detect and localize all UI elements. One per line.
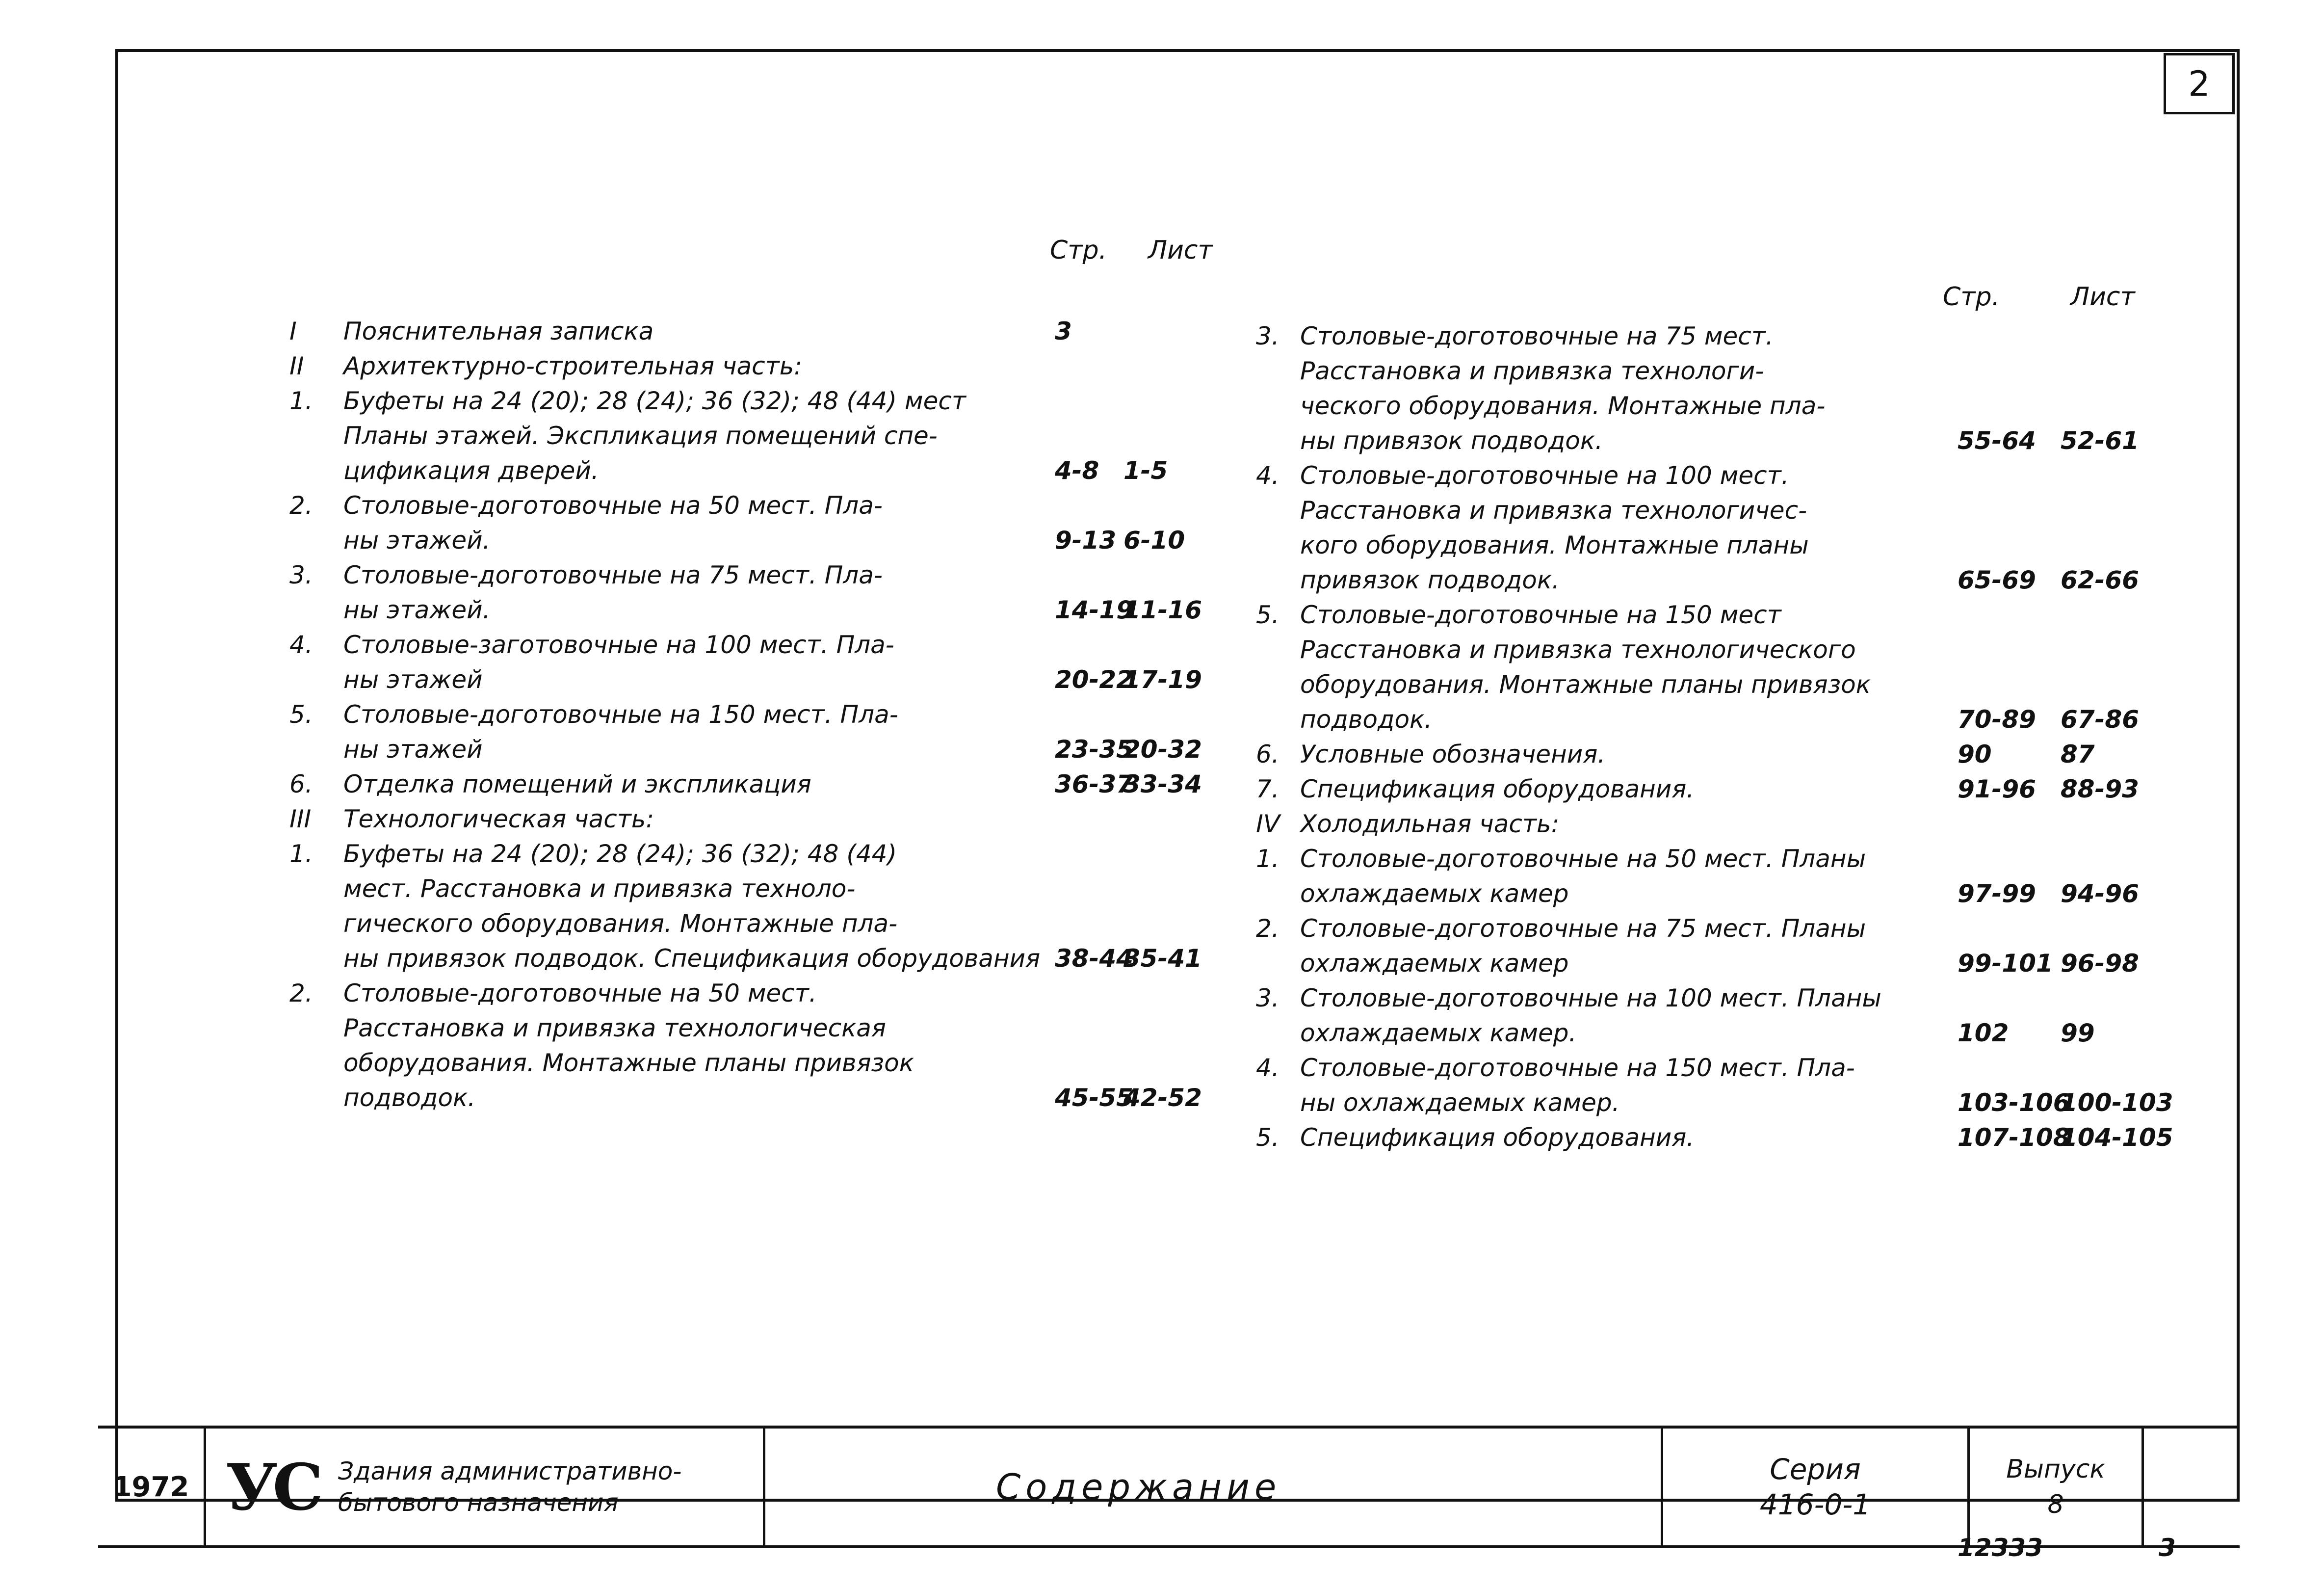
entry-text: Столовые-доготовочные на 75 мест. Планы: [1300, 914, 1866, 943]
left-contents-entry: [289, 872, 1222, 906]
entry-text: подводок.: [343, 1084, 476, 1112]
entry-text: Буфеты на 24 (20); 28 (24); 36 (32); 48 (44) мест: [343, 387, 966, 415]
left-contents-entry: [289, 1081, 1222, 1115]
entry-text: оборудования. Монтажные планы привязок: [343, 1049, 914, 1077]
entry-text: ны привязок подводок.: [1300, 426, 1603, 455]
entry-number: 4.: [1256, 1054, 1280, 1082]
entry-number: 3.: [1256, 984, 1280, 1012]
entry-sheets: 17-19: [1123, 665, 1202, 694]
entry-text: ны привязок подводок. Спецификация оборудования: [343, 944, 1041, 973]
entry-text: Расстановка и привязка технологического: [1300, 635, 1856, 664]
entry-sheets: 100-103: [2061, 1088, 2173, 1117]
right-contents-entry: [1256, 1016, 2188, 1051]
left-contents-entry: [289, 697, 1222, 732]
entry-pages: 38-44: [1055, 944, 1133, 973]
entry-sheets: 42-52: [1123, 1084, 1202, 1112]
right-contents-entry: [1256, 946, 2188, 981]
right-sheets-header: Лист: [2070, 282, 2135, 312]
entry-text: Расстановка и привязка технологичес-: [1300, 496, 1807, 525]
right-contents-entry: [1256, 354, 2188, 389]
entry-pages: 23-35: [1055, 735, 1133, 764]
entry-text: ны этажей: [343, 735, 483, 764]
left-contents-entry: [289, 593, 1222, 628]
entry-pages: 45-55: [1055, 1084, 1133, 1112]
left-contents-entry: [289, 802, 1222, 837]
entry-sheets: 96-98: [2061, 949, 2139, 978]
entry-text: Расстановка и привязка технологическая: [343, 1014, 886, 1042]
left-contents-entry: [289, 488, 1222, 523]
entry-sheets: 1-5: [1123, 456, 1168, 485]
entry-text: Столовые-доготовочные на 50 мест.: [343, 979, 817, 1007]
left-contents-entry: [289, 628, 1222, 662]
entry-text: привязок подводок.: [1300, 566, 1560, 594]
entry-sheets: 52-61: [2061, 426, 2139, 455]
blank-cell: [2141, 1429, 2240, 1545]
left-contents-entry: [289, 558, 1222, 593]
entry-text: ны охлаждаемых камер.: [1300, 1088, 1620, 1117]
entry-text: оборудования. Монтажные планы привязок: [1300, 670, 1871, 699]
entry-text: Столовые-доготовочные на 150 мест. Пла-: [343, 700, 898, 729]
entry-sheets: 87: [2061, 740, 2095, 768]
right-contents-entry: [1256, 633, 2188, 667]
entry-text: ны этажей.: [343, 596, 491, 624]
right-contents-entry: [1256, 876, 2188, 911]
building-type: [338, 1456, 681, 1518]
entry-text: Спецификация оборудования.: [1300, 775, 1695, 803]
entry-text: Буфеты на 24 (20); 28 (24); 36 (32); 48 (44): [343, 840, 897, 868]
entry-text: Столовые-доготовочные на 100 мест.: [1300, 461, 1789, 490]
left-contents-entry: [289, 453, 1222, 488]
building-type-line-2: бытового назначения: [338, 1488, 619, 1517]
entry-text: Технологическая часть:: [343, 805, 654, 833]
right-contents-entry: [1256, 389, 2188, 423]
right-contents-entry: [1256, 772, 2188, 807]
entry-pages: 14-19: [1055, 596, 1133, 624]
entry-sheets: 99: [2061, 1019, 2095, 1047]
series-value: 416-0-1: [1759, 1488, 1871, 1521]
entry-text: Столовые-доготовочные на 75 мест.: [1300, 322, 1774, 350]
entry-sheets: 33-34: [1123, 770, 1202, 798]
entry-pages: 103-106: [1958, 1088, 2070, 1117]
series-label: Серия: [1770, 1453, 1861, 1486]
left-contents-entry: [289, 419, 1222, 453]
entry-number: 4.: [1256, 461, 1280, 490]
entry-pages: 4-8: [1055, 456, 1099, 485]
entry-number: I: [289, 317, 297, 345]
entry-pages: 36-37: [1055, 770, 1133, 798]
entry-text: ческого оборудования. Монтажные пла-: [1300, 392, 1826, 420]
entry-number: 5.: [1256, 1123, 1280, 1152]
left-contents-entry: [289, 314, 1222, 349]
entry-sheets: 20-32: [1123, 735, 1202, 764]
entry-text: гического оборудования. Монтажные пла-: [343, 909, 898, 938]
entry-number: IV: [1256, 810, 1280, 838]
entry-pages: 107-108: [1958, 1123, 2070, 1152]
building-type-line-1: Здания административно-: [338, 1457, 682, 1485]
year: 1972: [112, 1471, 189, 1503]
issue-cell: [1967, 1429, 2141, 1545]
entry-sheets: 62-66: [2061, 566, 2139, 594]
entry-sheets: 6-10: [1123, 526, 1185, 555]
entry-number: 6.: [1256, 740, 1280, 768]
left-contents-entry: [289, 941, 1222, 976]
entry-text: Расстановка и привязка технологи-: [1300, 357, 1764, 385]
entry-text: охлаждаемых камер: [1300, 879, 1569, 908]
entry-text: охлаждаемых камер: [1300, 949, 1569, 978]
entry-sheets: 104-105: [2061, 1123, 2173, 1152]
entry-text: Столовые-доготовочные на 150 мест: [1300, 601, 1781, 629]
right-contents-column: [1256, 319, 2188, 1155]
entry-pages: 65-69: [1958, 566, 2036, 594]
left-sheets-header: Лист: [1148, 236, 1213, 265]
sheet-number: 2: [2164, 53, 2235, 114]
left-contents-entry: [289, 837, 1222, 872]
left-contents-entry: [289, 906, 1222, 941]
entry-text: Столовые-доготовочные на 50 мест. Пла-: [343, 491, 883, 520]
entry-number: 2.: [289, 491, 313, 520]
entry-number: 3.: [1256, 322, 1280, 350]
right-contents-entry: [1256, 319, 2188, 354]
entry-pages: 99-101: [1958, 949, 2053, 978]
left-contents-entry: [289, 523, 1222, 558]
entry-text: Условные обозначения.: [1300, 740, 1606, 768]
entry-text: Спецификация оборудования.: [1300, 1123, 1695, 1152]
entry-number: 5.: [289, 700, 313, 729]
right-contents-entry: [1256, 563, 2188, 598]
right-contents-entry: [1256, 702, 2188, 737]
entry-number: 2.: [289, 979, 313, 1007]
issue-value: 8: [2047, 1490, 2064, 1519]
entry-text: ны этажей.: [343, 526, 491, 555]
issue-label: Выпуск: [2006, 1455, 2105, 1484]
entry-text: Столовые-заготовочные на 100 мест. Пла-: [343, 631, 894, 659]
page-number: 3: [2159, 1534, 2176, 1562]
right-pages-header: Стр.: [1943, 282, 2000, 312]
entry-pages: 3: [1055, 317, 1072, 345]
entry-text: Отделка помещений и экспликация: [343, 770, 811, 798]
entry-pages: 70-89: [1958, 705, 2036, 734]
entry-sheets: 94-96: [2061, 879, 2139, 908]
right-contents-entry: [1256, 528, 2188, 563]
entry-number: II: [289, 352, 304, 380]
right-contents-entry: [1256, 842, 2188, 876]
right-contents-entry: [1256, 1120, 2188, 1155]
entry-sheets: 88-93: [2061, 775, 2139, 803]
entry-number: 7.: [1256, 775, 1280, 803]
left-contents-column: [289, 314, 1222, 1115]
series-cell: [1661, 1429, 1967, 1545]
entry-number: III: [289, 805, 312, 833]
entry-text: охлаждаемых камер.: [1300, 1019, 1577, 1047]
entry-text: Холодильная часть:: [1300, 810, 1560, 838]
title-block: [98, 1426, 2240, 1548]
entry-text: ны этажей: [343, 665, 483, 694]
entry-pages: 55-64: [1958, 426, 2036, 455]
entry-number: 6.: [289, 770, 313, 798]
entry-number: 4.: [289, 631, 313, 659]
entry-sheets: 11-16: [1123, 596, 1202, 624]
entry-number: 1.: [1256, 845, 1280, 873]
entry-pages: 20-22: [1055, 665, 1133, 694]
right-contents-entry: [1256, 911, 2188, 946]
right-contents-entry: [1256, 493, 2188, 528]
left-contents-entry: [289, 1046, 1222, 1081]
right-contents-entry: [1256, 458, 2188, 493]
entry-text: мест. Расстановка и привязка техноло-: [343, 874, 856, 903]
entry-text: кого оборудования. Монтажные планы: [1300, 531, 1809, 559]
entry-text: Столовые-доготовочные на 100 мест. Планы: [1300, 984, 1881, 1012]
document-title: Содержание: [763, 1429, 1661, 1545]
right-contents-entry: [1256, 807, 2188, 842]
entry-pages: 97-99: [1958, 879, 2036, 908]
right-contents-entry: [1256, 423, 2188, 458]
left-pages-header: Стр.: [1050, 236, 1107, 265]
entry-text: Столовые-доготовочные на 75 мест. Пла-: [343, 561, 883, 589]
right-contents-entry: [1256, 1085, 2188, 1120]
entry-sheets: 67-86: [2061, 705, 2139, 734]
entry-pages: 90: [1958, 740, 1992, 768]
entry-text: Столовые-доготовочные на 50 мест. Планы: [1300, 845, 1866, 873]
entry-number: 1.: [289, 387, 313, 415]
right-contents-entry: [1256, 981, 2188, 1016]
entry-number: 1.: [289, 840, 313, 868]
entry-text: Архитектурно-строительная часть:: [343, 352, 803, 380]
left-contents-entry: [289, 976, 1222, 1011]
entry-pages: 91-96: [1958, 775, 2036, 803]
left-contents-entry: [289, 767, 1222, 802]
organization-logo: УС: [226, 1449, 318, 1525]
entry-number: 3.: [289, 561, 313, 589]
entry-pages: 102: [1958, 1019, 2009, 1047]
inventory-number: 12333: [1958, 1534, 2043, 1562]
entry-sheets: 35-41: [1123, 944, 1202, 973]
left-contents-entry: [289, 662, 1222, 697]
right-contents-entry: [1256, 667, 2188, 702]
entry-text: Столовые-доготовочные на 150 мест. Пла-: [1300, 1054, 1855, 1082]
left-contents-entry: [289, 349, 1222, 384]
entry-text: цификация дверей.: [343, 456, 599, 485]
right-contents-entry: [1256, 598, 2188, 633]
right-contents-entry: [1256, 737, 2188, 772]
organization-cell: [204, 1429, 763, 1545]
left-contents-entry: [289, 732, 1222, 767]
entry-number: 2.: [1256, 914, 1280, 943]
entry-text: Пояснительная записка: [343, 317, 654, 345]
left-contents-entry: [289, 1011, 1222, 1046]
entry-number: 5.: [1256, 601, 1280, 629]
entry-text: подводок.: [1300, 705, 1433, 734]
left-contents-entry: [289, 384, 1222, 419]
right-contents-entry: [1256, 1051, 2188, 1085]
entry-pages: 9-13: [1055, 526, 1117, 555]
entry-text: Планы этажей. Экспликация помещений спе-: [343, 422, 938, 450]
